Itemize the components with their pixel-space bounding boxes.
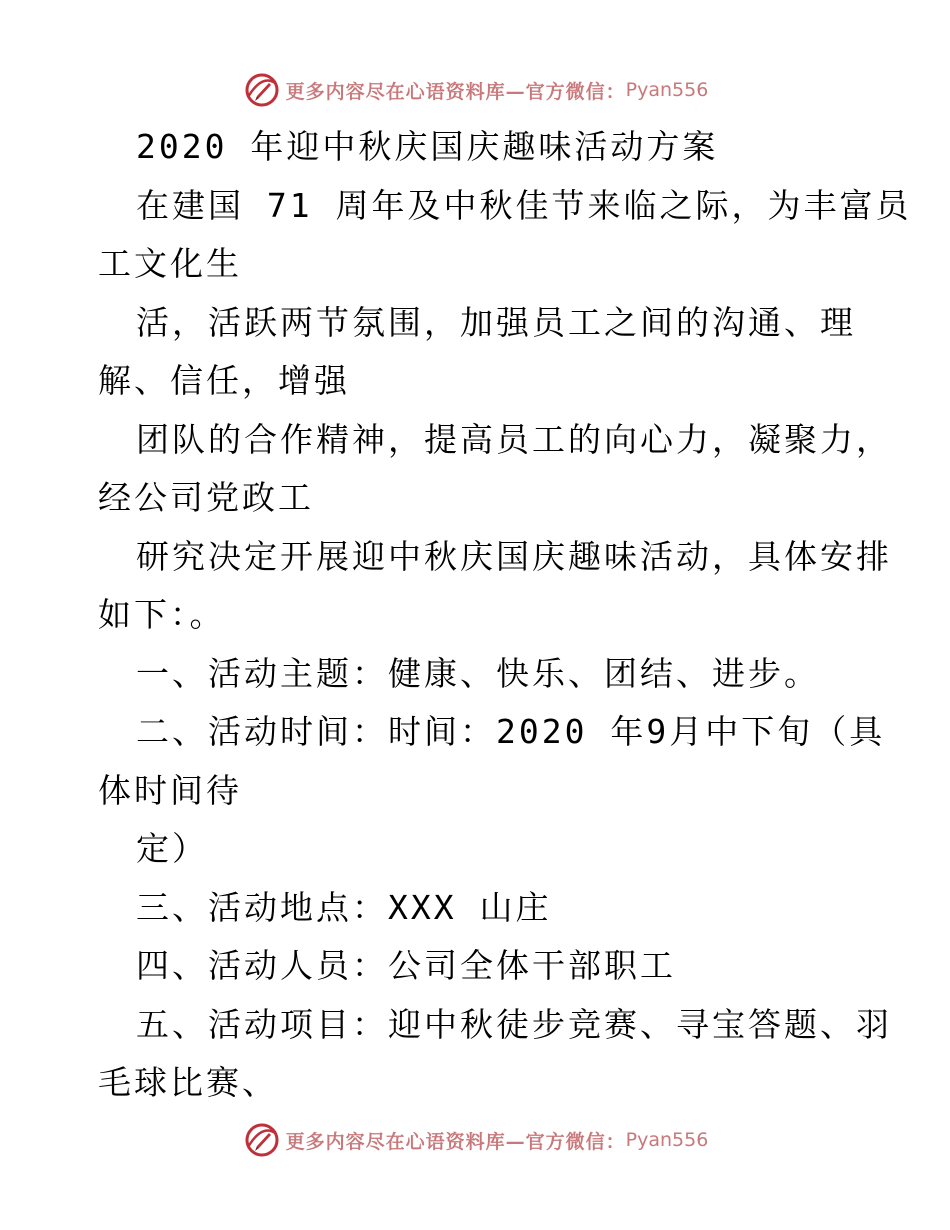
- footer-banner: [0, 1118, 950, 1162]
- paragraph-line: 定）: [136, 829, 208, 868]
- paragraph-line: 体时间待: [98, 770, 242, 810]
- header-banner: [0, 68, 950, 112]
- paragraph-line: 毛球比赛、: [98, 1063, 278, 1102]
- pen-logo-icon: [242, 70, 282, 110]
- paragraph-line: 一、活动主题：健康、快乐、团结、进步。: [136, 653, 820, 693]
- paragraph-line: 经公司党政工: [98, 478, 314, 517]
- paragraph-line: 2020 年迎中秋庆国庆趣味活动方案: [136, 127, 719, 166]
- paragraph-line: 团队的合作精神，提高员工的向心力，凝聚力，: [136, 419, 892, 459]
- paragraph-line: 如下：。: [98, 595, 226, 634]
- banner-text: 更多内容尽在心语资料库—官方微信：: [285, 80, 626, 103]
- paragraph-line: 五、活动项目：迎中秋徒步竞赛、寻宝答题、羽: [136, 1004, 892, 1044]
- paragraph-line: 三、活动地点：XXX 山庄: [136, 887, 552, 927]
- paragraph-line: 研究决定开展迎中秋庆国庆趣味活动，具体安排: [136, 536, 892, 576]
- paragraph-line: 解、信任，增强: [98, 361, 350, 400]
- paragraph-line: 二、活动时间：时间：2020 年9月中下旬（具: [136, 712, 886, 751]
- banner-wechat-handle: Pyan556: [625, 79, 709, 101]
- document-body: [98, 118, 912, 1113]
- paragraph-line: 活，活跃两节氛围，加强员工之间的沟通、理: [136, 302, 856, 342]
- banner-wechat-handle: Pyan556: [625, 1129, 709, 1151]
- paragraph-line: 工文化生: [98, 244, 242, 283]
- paragraph-line: 在建国 71 周年及中秋佳节来临之际，为丰富员: [136, 185, 912, 225]
- pen-logo-icon: [242, 1120, 282, 1160]
- paragraph-line: 四、活动人员：公司全体干部职工: [136, 946, 676, 985]
- banner-text: 更多内容尽在心语资料库—官方微信：: [285, 1130, 626, 1153]
